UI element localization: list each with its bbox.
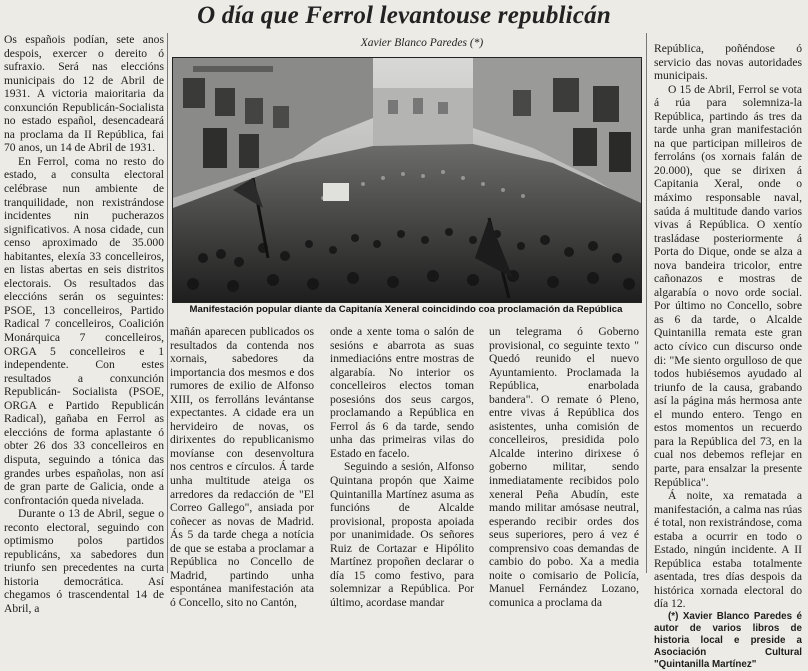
column-right <box>654 42 802 670</box>
paragraph: un telegrama ó Goberno provisional, co seguinte texto " Quedó reunido el nuevo Ayuntamiento. Proclamada la República, enarbolada bandera". O remate ó Pleno, entre vivas á República dos asistentes, unha comisión de concelleiros, presidida polo Alcalde interino dirixese ó goberno militar, sendo inmediatamente recibidos polo xeneral Peña Abudín, este mando militar amósase neutral, esperando recibir ordes dos seus superiores, pero á vez é comprensivo coas demandas de cambio do pobo. Xa a media noite o comisario de Policía, Manuel Fernández Lozano, comunica a proclama da <box>489 325 639 609</box>
paragraph: Seguindo a sesión, Alfonso Quintana propón que Xaime Quintanilla Martínez asuma as funcións de Alcalde provisional, proposta apoiada por unanimidade. Os señores Ruiz de Cortazar e Hipólito Martínez propoñen declarar o día 15 como festivo, para solemnizar a República. Por último, acordase mandar <box>330 460 474 609</box>
column-middle <box>330 325 474 609</box>
column-left <box>4 33 164 615</box>
paragraph: Á noite, xa rematada a manifestación, a calma nas rúas é total, non rexistrándose, coma estaba a ocurrir en todo o Estado, ningún incidente. A II República estaba totalmente asentada, tres días despois da histórica xornada electoral do día 12. <box>654 489 802 611</box>
paragraph: O 15 de Abril, Ferrol se vota á rúa para solemniza-la República, partindo ás tres da tarde unha gran manifestación na que participan milleiros de ferroláns (os xornais falán de 20.000), que se dirixen á Capitania Xeral, onde o máximo responsable naval, saúda á multitude dando varios vivas á República. O xentío trasládase posteriormente á Porta do Dique, onde se alza a nova bandeira tricolor, entre cañonazos e mostras de algarabía o novo orde social. Por último no Concello, sobre as 6 da tarde, o Alcalde Quintanilla remata este gran acto cívico cun discurso onde di: "Me siento orgulloso de que todos hubiésemos ayudado al triunfo de la causa, grabando así la página más hermosa ante el mundo entero. Tengo en estos momentos un recuerdo para la República del 73, en la cual nos debemos reflejar en parte, para ensalzar la presente República". <box>654 82 802 489</box>
paragraph: Durante o 13 de Abril, segue o reconto electoral, seguindo con optimismo polos partidos republicáns, xa sabedores dun triunfo sen precedentes na curta historia democrática. Así chegamos ó trascendental 14 de Abril, a <box>4 507 164 615</box>
column-divider <box>167 33 168 573</box>
column-middle-right <box>489 325 639 609</box>
paragraph: En Ferrol, coma no resto do estado, a consulta electoral celébrase nun ambiente de tranquilidade, non rexistrándose incidentes nin pucherazos significativos. A nosa cidade, cun censo aproximado de 35.000 habitantes, elexía 33 concelleiros, en listas abertas en seis distritos electorais. Os resultados das eleccións serán os seguintes: PSOE, 13 concelleiros, Partido Radical 7 concelleiros, Coalición Monárquica 7 concelleiros, ORGA 5 concelleiros e 1 independente. Con estes resultados a conxunción Republicán- Socialista (PSOE, ORGA e Partido Republicán Radical), gañaba en Ferrol as eleccións de forma aplastante ó obter 26 dos 33 concelleiros en disputa, seguindo a tónica das grandes urbes españolas, non así de gran parte de Galicia, onde a confrontación queda nivelada. <box>4 154 164 507</box>
column-divider <box>646 33 647 573</box>
paragraph: mañán aparecen publicados os resultados da contenda nos xornais, sabedores da importancia dos mesmos e dos rumores de exilio de Alfonso XIII, os ferrolláns levántanse expectantes. A cidade era un hervideiro de novas, os dirixentes do republicanismo movíanse con desenvoltura nos centros e círculos. Á tarde unha multitude ateiga os arredores da redacción de "El Correo Gallego", ansiada por coñecer as novas de Madrid. Ás 5 da tarde chega a notícia de que se estaba a proclamar a República no Concello de Madrid, partindo unha espontánea manifestación ata ó Concello, sito no Cantón, <box>170 325 314 609</box>
paragraph: onde a xente toma o salón de sesións e abarrota as suas inmediacións entre mostras de algarabía. No interior os concelleiros electos toman posesións dos seus cargos, proclamando a República en Ferrol ás 6 da tarde, sendo unha das primeiras vilas do Estado en facelo. <box>330 325 474 460</box>
crowd-photograph <box>172 57 642 303</box>
paragraph: Os españois podían, sete anos despois, exercer o dereito ó sufraxio. Será nas eleccións municipais do 12 de Abril de 1931. A victoria maioritaria da conxunción Republicán-Socialista no estado español, desencadeará na proclama da II República, fai 70 anos, un 14 de Abril de 1931. <box>4 33 164 155</box>
article-byline: Xavier Blanco Paredes (*) <box>360 37 484 49</box>
photo-caption: Manifestación popular diante da Capitanía Xeneral coincidindo coa proclamación da República <box>189 304 623 315</box>
column-middle-left <box>170 325 314 609</box>
article-headline: O día que Ferrol levantouse republicán <box>197 2 611 29</box>
paragraph: República, poñéndose ó servicio das novas autoridades municipais. <box>654 42 802 83</box>
photo-illustration <box>173 58 641 302</box>
author-bio-note: (*) Xavier Blanco Paredes é autor de varios libros de historia local e preside a Asociación Cultural "Quintanilla Martínez" <box>654 610 802 670</box>
